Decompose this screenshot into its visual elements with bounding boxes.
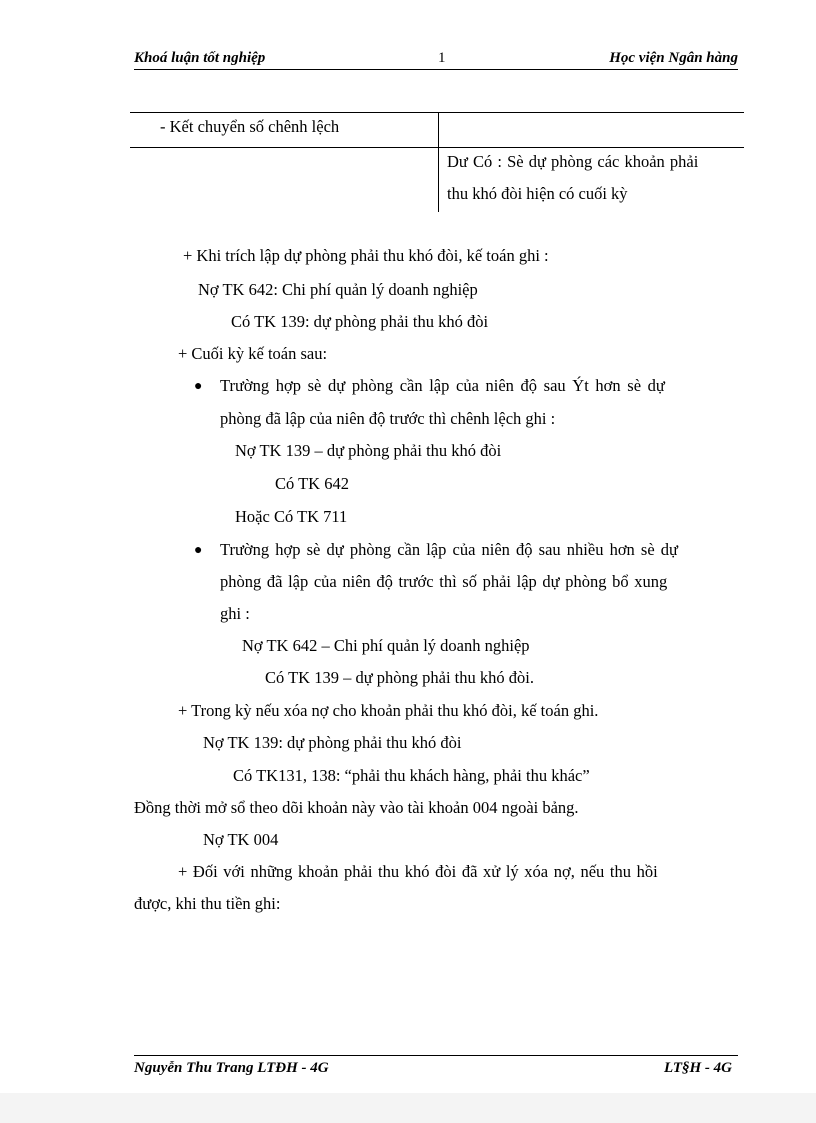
body-line-8: Nợ TK 642 – Chi phí quản lý doanh nghiệp <box>242 636 530 655</box>
body-line-2: Nợ TK 642: Chi phí quản lý doanh nghiệp <box>198 280 478 299</box>
table-top-border <box>130 112 744 113</box>
body-line-3: Có TK 139: dự phòng phải thu khó đòi <box>231 312 489 331</box>
header-left: Khoá luận tốt nghiệp <box>134 50 266 66</box>
header-right: Học viện Ngân hàng <box>609 50 738 66</box>
body-line-12: Có TK131, 138: “phải thu khách hàng, phải thu khác” <box>233 766 590 785</box>
table-row2-right-line1: Dư Có : Sè dự phòng các khoản phải <box>447 152 699 171</box>
bullet-1-line-2: phòng đã lập của niên độ trước thì chênh lệch ghi : <box>220 409 556 428</box>
table-column-divider <box>438 112 439 212</box>
table-row-border <box>130 147 744 148</box>
body-line-13: Đồng thời mở sổ theo dõi khoản này vào tài khoản 004 ngoài bảng. <box>134 798 579 817</box>
table-row2-right-line2: thu khó đòi hiện có cuối kỳ <box>447 184 628 203</box>
table-row1-left: - Kết chuyển số chênh lệch <box>160 117 340 136</box>
body-line-1: + Khi trích lập dự phòng phải thu khó đòi, kế toán ghi : <box>183 246 549 265</box>
page-bottom-band <box>0 1093 816 1123</box>
body-line-7: Hoặc Có TK 711 <box>235 507 348 526</box>
body-line-9: Có TK 139 – dự phòng phải thu khó đòi. <box>265 668 534 687</box>
bullet-1-line-1: Trường hợp sè dự phòng cần lập của niên độ sau Ýt hơn sè dự <box>220 376 665 395</box>
body-line-14: Nợ TK 004 <box>203 830 279 849</box>
header-rule <box>134 69 738 70</box>
body-line-6: Có TK 642 <box>275 474 349 493</box>
page-number: 1 <box>438 50 446 66</box>
body-line-15a: + Đối với những khoản phải thu khó đòi đã xử lý xóa nợ, nếu thu hồi <box>178 862 658 881</box>
bullet-2-line-2: phòng đã lập của niên độ trước thì số phải lập dự phòng bổ xung <box>220 572 668 591</box>
body-line-15b: được, khi thu tiền ghi: <box>134 894 281 913</box>
body-line-10: + Trong kỳ nếu xóa nợ cho khoản phải thu khó đòi, kế toán ghi. <box>178 701 599 720</box>
bullet-2-line-1: Trường hợp sè dự phòng cần lập của niên độ sau nhiều hơn sè dự <box>220 540 678 559</box>
footer-left: Nguyễn Thu Trang LTĐH - 4G <box>134 1060 329 1076</box>
body-line-11: Nợ TK 139: dự phòng phải thu khó đòi <box>203 733 462 752</box>
body-line-4: + Cuối kỳ kế toán sau: <box>178 344 328 363</box>
footer-right: LT§H - 4G <box>663 1060 732 1076</box>
bullet-2-line-3: ghi : <box>220 604 250 623</box>
bullet-icon: ● <box>194 543 203 558</box>
bullet-icon: ● <box>194 379 203 394</box>
footer-rule <box>134 1055 738 1056</box>
body-line-5: Nợ TK 139 – dự phòng phải thu khó đòi <box>235 441 502 460</box>
